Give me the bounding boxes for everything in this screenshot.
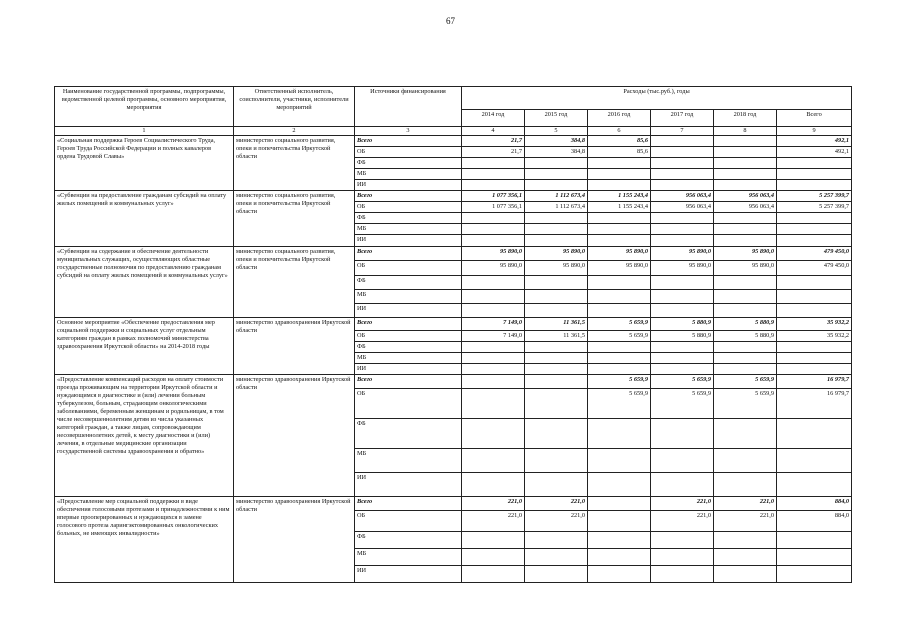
- total-value: [777, 352, 852, 363]
- header-source: Источники финансирования: [355, 87, 462, 127]
- year-value: [525, 548, 588, 565]
- year-value: [588, 235, 651, 246]
- header-year: 2017 год: [651, 110, 714, 127]
- year-value: 1 155 243,4: [588, 191, 651, 202]
- year-value: [714, 275, 777, 289]
- year-value: 95 890,0: [714, 260, 777, 275]
- column-number: 5: [525, 127, 588, 136]
- total-value: [777, 448, 852, 472]
- year-value: 1 155 243,4: [588, 202, 651, 213]
- year-value: 221,0: [525, 510, 588, 531]
- year-value: [462, 341, 525, 352]
- year-value: [462, 169, 525, 180]
- year-value: [588, 531, 651, 548]
- year-value: [714, 303, 777, 317]
- year-value: 956 063,4: [714, 191, 777, 202]
- total-value: 16 979,7: [777, 388, 852, 418]
- total-value: 5 257 399,7: [777, 202, 852, 213]
- year-value: [714, 472, 777, 496]
- year-value: [462, 352, 525, 363]
- year-value: [588, 448, 651, 472]
- year-value: [462, 472, 525, 496]
- program-name: «Предоставление компенсаций расходов на оплату стоимости проезда проживающим на территории Иркутской области и нуждающимся в диагностике и (или) лечении больным туберкулезом, больным, страдающим онкологическими заболеваниями, беременным женщинам и родильницам, в том числе несовершеннолетним детям из числа указанных категорий граждан, а также лицам, сопровождающим несовершеннолетних детей, к месту диагностики и (или) лечения, в отдельные медицинские организации государственной системы здравоохранения и обратно»: [55, 374, 234, 496]
- funding-source: ОБ: [355, 388, 462, 418]
- total-value: [777, 418, 852, 448]
- year-value: 11 361,5: [525, 317, 588, 330]
- year-value: 1 077 356,1: [462, 202, 525, 213]
- year-value: 21,7: [462, 136, 525, 147]
- funding-source: МБ: [355, 169, 462, 180]
- year-value: [525, 289, 588, 303]
- executor-name: министерство социального развития, опеки и попечительства Иркутской области: [234, 191, 355, 246]
- funding-source: МБ: [355, 448, 462, 472]
- executor-name: министерство здравоохранения Иркутской области: [234, 317, 355, 374]
- column-number: 6: [588, 127, 651, 136]
- total-value: [777, 363, 852, 374]
- year-value: [714, 224, 777, 235]
- column-number: 8: [714, 127, 777, 136]
- total-value: [777, 289, 852, 303]
- year-value: 95 890,0: [462, 260, 525, 275]
- year-value: [651, 303, 714, 317]
- year-value: 956 063,4: [714, 202, 777, 213]
- year-value: [588, 303, 651, 317]
- funding-source: Всего: [355, 496, 462, 510]
- total-value: [777, 275, 852, 289]
- total-value: 479 450,0: [777, 246, 852, 260]
- year-value: [651, 275, 714, 289]
- table-body: [55, 136, 852, 583]
- total-value: [777, 472, 852, 496]
- year-value: 5 880,9: [651, 317, 714, 330]
- funding-source: ИИ: [355, 303, 462, 317]
- year-value: [525, 472, 588, 496]
- header-year: 2016 год: [588, 110, 651, 127]
- year-value: [525, 224, 588, 235]
- header-year: 2015 год: [525, 110, 588, 127]
- year-value: 85,6: [588, 136, 651, 147]
- table-row: [55, 136, 852, 147]
- year-value: 5 659,9: [588, 330, 651, 341]
- year-value: [651, 289, 714, 303]
- year-value: [714, 180, 777, 191]
- year-value: [714, 531, 777, 548]
- executor-name: министерство социального развития, опеки и попечительства Иркутской области: [234, 246, 355, 317]
- year-value: [714, 289, 777, 303]
- year-value: 5 659,9: [714, 374, 777, 388]
- year-value: [651, 352, 714, 363]
- year-value: [462, 548, 525, 565]
- year-value: [588, 180, 651, 191]
- year-value: [651, 235, 714, 246]
- year-value: [525, 169, 588, 180]
- funding-source: ИИ: [355, 235, 462, 246]
- year-value: [525, 180, 588, 191]
- program-name: «Предоставление мер социальной поддержки в виде обеспечения голосовыми протезами и принадлежностями к ним впервые прооперированных и нуждающихся в замене голосового протеза ларингэктомированных онкологических больных, не имеющих инвалидности»: [55, 496, 234, 582]
- header-year: 2014 год: [462, 110, 525, 127]
- year-value: 7 149,0: [462, 330, 525, 341]
- year-value: [525, 341, 588, 352]
- year-value: 956 063,4: [651, 202, 714, 213]
- total-value: 16 979,7: [777, 374, 852, 388]
- year-value: [462, 565, 525, 582]
- funding-source: ИИ: [355, 565, 462, 582]
- year-value: 95 890,0: [588, 260, 651, 275]
- executor-name: министерство здравоохранения Иркутской области: [234, 374, 355, 496]
- year-value: [714, 548, 777, 565]
- total-value: [777, 235, 852, 246]
- column-number: 2: [234, 127, 355, 136]
- year-value: [525, 448, 588, 472]
- funding-source: МБ: [355, 352, 462, 363]
- year-value: 221,0: [462, 510, 525, 531]
- year-value: [462, 158, 525, 169]
- year-value: 95 890,0: [462, 246, 525, 260]
- total-value: [777, 213, 852, 224]
- year-value: [651, 224, 714, 235]
- year-value: 5 659,9: [588, 374, 651, 388]
- year-value: [588, 548, 651, 565]
- year-value: [462, 180, 525, 191]
- total-value: [777, 341, 852, 352]
- year-value: 221,0: [651, 496, 714, 510]
- funding-source: ОБ: [355, 260, 462, 275]
- year-value: 5 659,9: [714, 388, 777, 418]
- year-value: [588, 565, 651, 582]
- table-row: [55, 374, 852, 388]
- year-value: [462, 388, 525, 418]
- executor-name: министерство здравоохранения Иркутской области: [234, 496, 355, 582]
- funding-source: Всего: [355, 136, 462, 147]
- year-value: 11 361,5: [525, 330, 588, 341]
- year-value: [651, 448, 714, 472]
- year-value: 95 890,0: [525, 246, 588, 260]
- header-name: Наименование государственной программы, подпрограммы, ведомственной целевой программы, основного мероприятия, мероприятия: [55, 87, 234, 127]
- year-value: [588, 213, 651, 224]
- year-value: 95 890,0: [651, 260, 714, 275]
- year-value: [588, 352, 651, 363]
- funding-source: ОБ: [355, 330, 462, 341]
- year-value: [588, 418, 651, 448]
- year-value: [462, 289, 525, 303]
- year-value: [714, 147, 777, 158]
- year-value: [462, 213, 525, 224]
- year-value: [714, 169, 777, 180]
- year-value: [525, 158, 588, 169]
- funding-source: ФБ: [355, 341, 462, 352]
- funding-source: МБ: [355, 289, 462, 303]
- year-value: [525, 303, 588, 317]
- total-value: [777, 158, 852, 169]
- year-value: [462, 418, 525, 448]
- year-value: [525, 352, 588, 363]
- year-value: [714, 136, 777, 147]
- year-value: [651, 472, 714, 496]
- funding-source: ОБ: [355, 147, 462, 158]
- executor-name: министерство социального развития, опеки и попечительства Иркутской области: [234, 136, 355, 191]
- year-value: 1 112 673,4: [525, 191, 588, 202]
- year-value: [588, 158, 651, 169]
- program-name: «Субвенции на предоставление гражданам субсидий на оплату жилых помещений и коммунальных услуг»: [55, 191, 234, 246]
- year-value: 221,0: [714, 496, 777, 510]
- year-value: [651, 169, 714, 180]
- year-value: [714, 565, 777, 582]
- year-value: [651, 531, 714, 548]
- funding-source: ОБ: [355, 510, 462, 531]
- year-value: 5 659,9: [651, 374, 714, 388]
- header-executor: Ответственный исполнитель, соисполнители, участники, исполнители мероприятий: [234, 87, 355, 127]
- year-value: [714, 352, 777, 363]
- year-value: 221,0: [651, 510, 714, 531]
- year-value: [462, 224, 525, 235]
- funding-source: Всего: [355, 191, 462, 202]
- year-value: 956 063,4: [651, 191, 714, 202]
- funding-source: Всего: [355, 374, 462, 388]
- year-value: 85,6: [588, 147, 651, 158]
- year-value: [588, 341, 651, 352]
- table-row: [55, 246, 852, 260]
- table-row: [55, 496, 852, 510]
- total-value: [777, 303, 852, 317]
- page-number: 67: [446, 16, 455, 26]
- total-value: [777, 565, 852, 582]
- column-number: 4: [462, 127, 525, 136]
- column-number: 3: [355, 127, 462, 136]
- funding-source: МБ: [355, 224, 462, 235]
- total-value: [777, 224, 852, 235]
- year-value: [651, 136, 714, 147]
- header-year: 2018 год: [714, 110, 777, 127]
- funding-source: ИИ: [355, 180, 462, 191]
- year-value: 221,0: [525, 496, 588, 510]
- funding-source: ИИ: [355, 363, 462, 374]
- year-value: [525, 374, 588, 388]
- table-row: [55, 191, 852, 202]
- year-value: [462, 531, 525, 548]
- funding-source: ИИ: [355, 472, 462, 496]
- year-value: 1 112 673,4: [525, 202, 588, 213]
- funding-source: ФБ: [355, 213, 462, 224]
- year-value: [714, 213, 777, 224]
- year-value: 95 890,0: [588, 246, 651, 260]
- total-value: [777, 169, 852, 180]
- year-value: 95 890,0: [525, 260, 588, 275]
- total-value: [777, 548, 852, 565]
- total-value: 35 932,2: [777, 317, 852, 330]
- total-value: 479 450,0: [777, 260, 852, 275]
- year-value: [588, 169, 651, 180]
- funding-source: ФБ: [355, 531, 462, 548]
- year-value: 95 890,0: [714, 246, 777, 260]
- year-value: [462, 303, 525, 317]
- funding-source: Всего: [355, 317, 462, 330]
- year-value: [588, 510, 651, 531]
- year-value: [588, 472, 651, 496]
- year-value: [462, 235, 525, 246]
- year-value: [525, 363, 588, 374]
- funding-source: Всего: [355, 246, 462, 260]
- year-value: [588, 496, 651, 510]
- total-value: [777, 180, 852, 191]
- year-value: [588, 363, 651, 374]
- year-value: 5 880,9: [714, 330, 777, 341]
- year-value: [525, 213, 588, 224]
- year-value: [714, 158, 777, 169]
- year-value: [714, 363, 777, 374]
- year-value: [588, 224, 651, 235]
- year-value: 5 659,9: [588, 317, 651, 330]
- year-value: [588, 275, 651, 289]
- year-value: [651, 147, 714, 158]
- year-value: [651, 565, 714, 582]
- year-value: [525, 418, 588, 448]
- year-value: 384,8: [525, 147, 588, 158]
- total-value: [777, 531, 852, 548]
- year-value: [651, 363, 714, 374]
- year-value: [651, 213, 714, 224]
- year-value: [525, 565, 588, 582]
- year-value: [651, 341, 714, 352]
- header-total: Всего: [777, 110, 852, 127]
- year-value: [714, 235, 777, 246]
- year-value: [651, 548, 714, 565]
- total-value: 884,0: [777, 510, 852, 531]
- total-value: 492,1: [777, 136, 852, 147]
- expenses-table: [54, 86, 852, 583]
- year-value: 5 880,9: [714, 317, 777, 330]
- year-value: [714, 341, 777, 352]
- program-name: «Социальная поддержка Героев Социалистического Труда, Героев Труда Российской Федерации и полных кавалеров ордена Трудовой Славы»: [55, 136, 234, 191]
- year-value: [462, 374, 525, 388]
- year-value: 5 880,9: [651, 330, 714, 341]
- year-value: [525, 275, 588, 289]
- table-row: [55, 317, 852, 330]
- column-number: 7: [651, 127, 714, 136]
- year-value: [525, 531, 588, 548]
- year-value: [714, 448, 777, 472]
- year-value: 5 659,9: [651, 388, 714, 418]
- year-value: [525, 235, 588, 246]
- year-value: [651, 418, 714, 448]
- column-number: 9: [777, 127, 852, 136]
- funding-source: ФБ: [355, 275, 462, 289]
- year-value: [651, 180, 714, 191]
- total-value: 492,1: [777, 147, 852, 158]
- year-value: [714, 418, 777, 448]
- year-value: 5 659,9: [588, 388, 651, 418]
- year-value: 7 149,0: [462, 317, 525, 330]
- year-value: 221,0: [462, 496, 525, 510]
- year-value: 21,7: [462, 147, 525, 158]
- year-value: 384,8: [525, 136, 588, 147]
- year-value: [462, 448, 525, 472]
- year-value: [651, 158, 714, 169]
- total-value: 884,0: [777, 496, 852, 510]
- program-name: «Субвенции на содержание и обеспечение деятельности муниципальных служащих, осуществляющих областные государственные полномочия по предоставлению гражданам субсидий на оплату жилых помещений и коммунальных услуг»: [55, 246, 234, 317]
- total-value: 5 257 399,7: [777, 191, 852, 202]
- total-value: 35 932,2: [777, 330, 852, 341]
- column-number: 1: [55, 127, 234, 136]
- year-value: 221,0: [714, 510, 777, 531]
- funding-source: ОБ: [355, 202, 462, 213]
- year-value: [462, 275, 525, 289]
- year-value: [462, 363, 525, 374]
- funding-source: ФБ: [355, 158, 462, 169]
- program-name: Основное мероприятие «Обеспечение предоставления мер социальной поддержки и социальных услуг отдельным категориям граждан в рамках полномочий министерства здравоохранения Иркутской области» на 2014-2018 годы: [55, 317, 234, 374]
- year-value: 95 890,0: [651, 246, 714, 260]
- funding-source: МБ: [355, 548, 462, 565]
- year-value: 1 077 356,1: [462, 191, 525, 202]
- header-expenses: Расходы (тыс.руб.), годы: [462, 87, 852, 110]
- year-value: [588, 289, 651, 303]
- year-value: [525, 388, 588, 418]
- funding-source: ФБ: [355, 418, 462, 448]
